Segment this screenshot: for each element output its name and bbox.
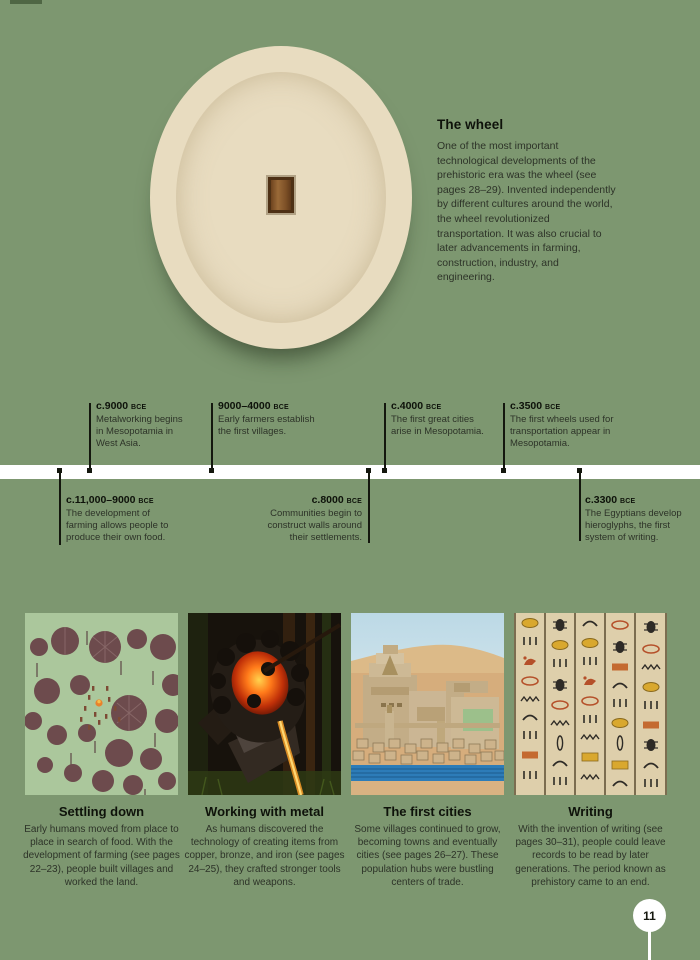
timeline-text: Communities begin to construct walls around their settlements. (267, 508, 362, 543)
caption-title: Settling down (58, 804, 145, 819)
timeline-text: Early farmers establish the first villages. (218, 414, 315, 437)
timeline-stem (384, 403, 386, 471)
page-number: 11 (643, 908, 656, 923)
timeline-text: Metalworking begins in Mesopotamia in West Asia. (96, 414, 183, 449)
caption-writing (508, 804, 673, 889)
ancient-wheel-photo (150, 46, 412, 349)
timeline-dot (87, 468, 92, 473)
timeline-entry (218, 400, 326, 438)
caption-title: The first cities (383, 804, 472, 819)
caption-working-with-metal (182, 804, 347, 889)
timeline-stem (211, 403, 213, 471)
timeline-entry (585, 494, 693, 544)
caption-title: Working with metal (205, 804, 324, 819)
caption-body: Early humans moved from place to place in search of food. With the development of farming (see pages 22–23), people built villages and worked the land. (23, 824, 180, 888)
timeline-date: c.9000 BCE (96, 400, 147, 412)
timeline-text: The first great cities arise in Mesopotamia. (391, 414, 484, 437)
page-number-stem (648, 930, 651, 960)
timeline-entry (96, 400, 192, 450)
timeline-date: c.11,000–9000 BCE (66, 494, 154, 506)
timeline-date: c.3300 BCE (585, 494, 636, 506)
first-cities-image (351, 613, 504, 795)
settling-down-image (25, 613, 178, 795)
timeline-dot (382, 468, 387, 473)
timeline-text: The Egyptians develop hieroglyphs, the first system of writing. (585, 508, 682, 543)
feature-body: One of the most important technological developments of the prehistoric era was the wheel (see pages 28–29). Invented independently by different cultures around the world, the wheel revolutionized transportation. It was also crucial to later advancements in farming, construction, industry, and engineering. (437, 140, 616, 284)
caption-first-cities (345, 804, 510, 889)
caption-body: Some villages continued to grow, becoming towns and eventually cities (see pages 26–27). These population hubs were bustling centers of trade. (354, 824, 501, 888)
timeline-date: c.4000 BCE (391, 400, 442, 412)
caption-title: Writing (568, 804, 613, 819)
timeline-stem (503, 403, 505, 471)
timeline-text: The development of farming allows people to produce their own food. (66, 508, 169, 543)
page-number-badge (633, 899, 666, 932)
timeline-entry (250, 494, 362, 544)
timeline-entry (66, 494, 184, 544)
caption-body: As humans discovered the technology of creating items from copper, bronze, and iron (see pages 24–25), they crafted stronger tools and weapons. (184, 824, 345, 888)
timeline-date: 9000–4000 BCE (218, 400, 289, 412)
timeline-date: c.8000 BCE (311, 494, 362, 506)
working-with-metal-image (188, 613, 341, 795)
timeline-dot (57, 468, 62, 473)
timeline-date: c.3500 BCE (510, 400, 561, 412)
timeline-entry (391, 400, 495, 438)
timeline-stem (59, 471, 61, 545)
timeline-stem (579, 471, 581, 541)
feature-block (437, 117, 619, 285)
wheel-hub (268, 177, 294, 213)
feature-title: The wheel (437, 117, 504, 132)
hieroglyphs-image (514, 613, 667, 795)
timeline-band (0, 465, 700, 479)
timeline-dot (501, 468, 506, 473)
timeline-dot (209, 468, 214, 473)
timeline-stem (89, 403, 91, 471)
timeline-dot (577, 468, 582, 473)
timeline-entry (510, 400, 632, 450)
timeline-stem (368, 471, 370, 543)
caption-body: With the invention of writing (see pages 30–31), people could leave records to be read by later generations. The period known as prehistory came to an end. (515, 824, 666, 888)
timeline-dot (366, 468, 371, 473)
caption-settling-down (19, 804, 184, 889)
timeline-text: The first wheels used for transportation appear in Mesopotamia. (510, 414, 614, 449)
spine-tab (10, 0, 42, 4)
